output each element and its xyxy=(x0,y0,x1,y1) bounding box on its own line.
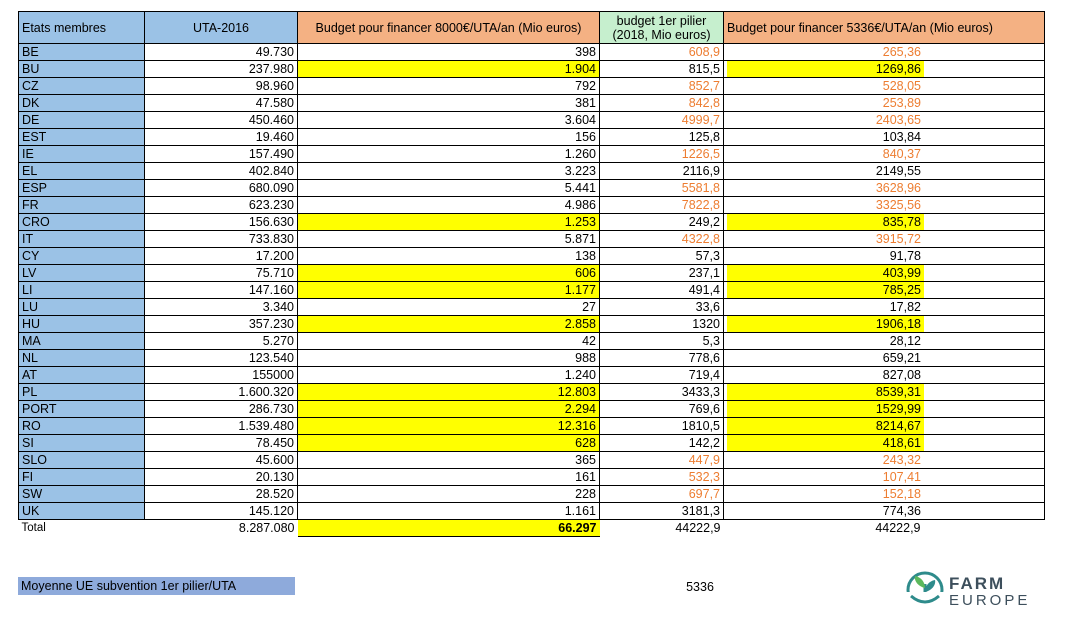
cell-budget-8000[interactable]: 628 xyxy=(298,435,600,452)
cell-budget-8000[interactable]: 3.223 xyxy=(298,163,600,180)
cell-budget-8000[interactable]: 12.316 xyxy=(298,418,600,435)
cell-country[interactable]: EST xyxy=(19,129,145,146)
cell-country[interactable]: CZ xyxy=(19,78,145,95)
cell-uta[interactable]: 156.630 xyxy=(145,214,298,231)
header-row xyxy=(19,12,1045,44)
header-country[interactable]: Etats membres xyxy=(19,12,145,44)
table-row xyxy=(19,180,1045,197)
cell-country[interactable]: BU xyxy=(19,61,145,78)
cell-pilier[interactable]: 2116,9 xyxy=(600,163,724,180)
cell-budget-5336-cell[interactable] xyxy=(724,469,1045,486)
table-row xyxy=(19,163,1045,180)
table-row xyxy=(19,384,1045,401)
cell-pilier[interactable]: 1226,5 xyxy=(600,146,724,163)
cell-pilier[interactable]: 4999,7 xyxy=(600,112,724,129)
cell-uta[interactable]: 450.460 xyxy=(145,112,298,129)
header-pilier-line2: (2018, Mio euros) xyxy=(612,27,711,42)
cell-budget-5336-cell[interactable] xyxy=(724,503,1045,520)
farm-europe-logo xyxy=(905,570,1040,612)
cell-pilier[interactable]: 1810,5 xyxy=(600,418,724,435)
cell-uta[interactable]: 19.460 xyxy=(145,129,298,146)
cell-budget-5336: 403,99 xyxy=(727,265,924,281)
cell-pilier[interactable]: 4322,8 xyxy=(600,231,724,248)
cell-budget-5336: 528,05 xyxy=(882,79,921,93)
cell-uta[interactable]: 47.580 xyxy=(145,95,298,112)
cell-country[interactable]: PORT xyxy=(19,401,145,418)
cell-budget-8000[interactable]: 5.441 xyxy=(298,180,600,197)
cell-pilier[interactable]: 237,1 xyxy=(600,265,724,282)
cell-country[interactable]: LV xyxy=(19,265,145,282)
cell-budget-5336: 91,78 xyxy=(889,249,921,263)
table-row xyxy=(19,435,1045,452)
cell-uta[interactable]: 1.600.320 xyxy=(145,384,298,401)
cell-pilier[interactable]: 447,9 xyxy=(600,452,724,469)
table-row xyxy=(19,503,1045,520)
total-budget-5336-cell[interactable] xyxy=(724,520,1045,537)
cell-budget-5336-cell[interactable] xyxy=(724,418,1045,435)
cell-budget-5336: 152,18 xyxy=(882,487,921,501)
cell-budget-5336: 774,36 xyxy=(882,504,921,518)
cell-budget-5336: 103,84 xyxy=(882,130,921,144)
cell-budget-5336-cell[interactable] xyxy=(724,265,1045,282)
cell-budget-5336: 28,12 xyxy=(889,334,921,348)
table-row xyxy=(19,61,1045,78)
cell-budget-8000[interactable]: 988 xyxy=(298,350,600,367)
cell-budget-5336-cell[interactable] xyxy=(724,95,1045,112)
cell-budget-5336-cell[interactable] xyxy=(724,44,1045,61)
cell-budget-5336-cell[interactable] xyxy=(724,214,1045,231)
cell-budget-5336: 1269,86 xyxy=(727,61,924,77)
cell-budget-5336: 8214,67 xyxy=(727,418,924,434)
cell-budget-8000[interactable]: 365 xyxy=(298,452,600,469)
cell-budget-5336: 827,08 xyxy=(882,368,921,382)
cell-budget-8000[interactable]: 12.803 xyxy=(298,384,600,401)
cell-budget-5336: 840,37 xyxy=(882,147,921,161)
cell-budget-5336: 17,82 xyxy=(889,300,921,314)
cell-pilier[interactable]: 3433,3 xyxy=(600,384,724,401)
logo-text-farm: FARM xyxy=(949,574,1006,593)
table-row xyxy=(19,452,1045,469)
cell-pilier[interactable]: 852,7 xyxy=(600,78,724,95)
cell-country[interactable]: NL xyxy=(19,350,145,367)
cell-budget-8000[interactable]: 27 xyxy=(298,299,600,316)
table-row xyxy=(19,146,1045,163)
cell-uta[interactable]: 155000 xyxy=(145,367,298,384)
header-uta[interactable]: UTA-2016 xyxy=(145,12,298,44)
table-body xyxy=(19,44,1045,520)
cell-budget-5336: 3325,56 xyxy=(875,198,921,212)
cell-budget-5336-cell[interactable] xyxy=(724,299,1045,316)
cell-uta[interactable]: 20.130 xyxy=(145,469,298,486)
total-pilier[interactable]: 44222,9 xyxy=(675,521,721,536)
cell-uta[interactable]: 98.960 xyxy=(145,78,298,95)
total-label[interactable]: Total xyxy=(19,520,145,537)
cell-pilier[interactable]: 778,6 xyxy=(600,350,724,367)
data-table xyxy=(18,11,1045,537)
total-budget-8000[interactable]: 66.297 xyxy=(298,520,600,537)
cell-budget-8000[interactable]: 1.904 xyxy=(298,61,600,78)
table-row xyxy=(19,248,1045,265)
cell-country[interactable]: PL xyxy=(19,384,145,401)
cell-country[interactable]: AT xyxy=(19,367,145,384)
cell-uta[interactable]: 237.980 xyxy=(145,61,298,78)
cell-uta[interactable]: 680.090 xyxy=(145,180,298,197)
cell-country[interactable]: FI xyxy=(19,469,145,486)
cell-pilier[interactable]: 608,9 xyxy=(600,44,724,61)
cell-budget-5336-cell[interactable] xyxy=(724,350,1045,367)
cell-pilier[interactable]: 5581,8 xyxy=(600,180,724,197)
cell-country[interactable]: UK xyxy=(19,503,145,520)
cell-budget-5336-cell[interactable] xyxy=(724,197,1045,214)
cell-country[interactable]: DK xyxy=(19,95,145,112)
cell-pilier[interactable]: 5,3 xyxy=(600,333,724,350)
header-budget-5336[interactable]: Budget pour financer 5336€/UTA/an (Mio euros) xyxy=(724,12,1045,44)
cell-country[interactable]: IT xyxy=(19,231,145,248)
cell-budget-5336-cell[interactable] xyxy=(724,61,1045,78)
cell-budget-8000[interactable]: 1.253 xyxy=(298,214,600,231)
cell-budget-5336-cell[interactable] xyxy=(724,180,1045,197)
cell-budget-5336: 1529,99 xyxy=(727,401,924,417)
cell-country[interactable]: EL xyxy=(19,163,145,180)
cell-budget-5336-cell[interactable] xyxy=(724,78,1045,95)
cell-country[interactable]: CY xyxy=(19,248,145,265)
cell-budget-8000[interactable]: 228 xyxy=(298,486,600,503)
cell-pilier[interactable]: 769,6 xyxy=(600,401,724,418)
cell-budget-5336-cell[interactable] xyxy=(724,367,1045,384)
cell-budget-8000[interactable]: 138 xyxy=(298,248,600,265)
cell-pilier[interactable]: 7822,8 xyxy=(600,197,724,214)
cell-budget-5336-cell[interactable] xyxy=(724,146,1045,163)
cell-country[interactable]: FR xyxy=(19,197,145,214)
cell-budget-5336: 785,25 xyxy=(727,282,924,298)
logo-leaf-icon xyxy=(905,570,945,610)
cell-budget-5336-cell[interactable] xyxy=(724,333,1045,350)
cell-pilier[interactable]: 125,8 xyxy=(600,129,724,146)
cell-pilier[interactable]: 57,3 xyxy=(600,248,724,265)
cell-country[interactable]: MA xyxy=(19,333,145,350)
cell-uta[interactable]: 123.540 xyxy=(145,350,298,367)
cell-country[interactable]: CRO xyxy=(19,214,145,231)
cell-country[interactable]: LI xyxy=(19,282,145,299)
cell-budget-8000[interactable]: 156 xyxy=(298,129,600,146)
cell-budget-8000[interactable]: 1.177 xyxy=(298,282,600,299)
cell-country[interactable]: BE xyxy=(19,44,145,61)
table-row xyxy=(19,367,1045,384)
cell-budget-5336: 418,61 xyxy=(727,435,924,451)
cell-uta[interactable]: 75.710 xyxy=(145,265,298,282)
cell-budget-5336: 265,36 xyxy=(882,45,921,59)
cell-budget-8000[interactable]: 2.858 xyxy=(298,316,600,333)
cell-uta[interactable]: 5.270 xyxy=(145,333,298,350)
cell-pilier[interactable]: 1320 xyxy=(600,316,724,333)
table-row xyxy=(19,197,1045,214)
header-pilier-line1: budget 1er pilier xyxy=(616,13,707,28)
cell-uta[interactable]: 3.340 xyxy=(145,299,298,316)
table-row xyxy=(19,231,1045,248)
cell-budget-8000[interactable]: 398 xyxy=(298,44,600,61)
cell-budget-5336: 107,41 xyxy=(882,470,921,484)
cell-budget-8000[interactable]: 381 xyxy=(298,95,600,112)
cell-pilier[interactable]: 142,2 xyxy=(600,435,724,452)
cell-uta[interactable]: 17.200 xyxy=(145,248,298,265)
cell-pilier[interactable]: 532,3 xyxy=(600,469,724,486)
total-uta[interactable]: 8.287.080 xyxy=(238,521,295,536)
table-row xyxy=(19,214,1045,231)
cell-budget-8000[interactable]: 2.294 xyxy=(298,401,600,418)
cell-budget-5336-cell[interactable] xyxy=(724,316,1045,333)
cell-uta[interactable]: 733.830 xyxy=(145,231,298,248)
cell-pilier[interactable]: 3181,3 xyxy=(600,503,724,520)
table-row xyxy=(19,95,1045,112)
cell-country[interactable]: SI xyxy=(19,435,145,452)
cell-budget-8000[interactable]: 1.260 xyxy=(298,146,600,163)
cell-country[interactable]: ESP xyxy=(19,180,145,197)
cell-budget-5336: 2403,65 xyxy=(875,113,921,127)
cell-pilier[interactable]: 491,4 xyxy=(600,282,724,299)
cell-budget-8000[interactable]: 606 xyxy=(298,265,600,282)
table-row xyxy=(19,112,1045,129)
cell-budget-8000[interactable]: 3.604 xyxy=(298,112,600,129)
cell-budget-5336: 243,32 xyxy=(882,453,921,467)
cell-country[interactable]: RO xyxy=(19,418,145,435)
cell-country[interactable]: SW xyxy=(19,486,145,503)
table-row xyxy=(19,282,1045,299)
cell-uta[interactable]: 157.490 xyxy=(145,146,298,163)
cell-budget-5336-cell[interactable] xyxy=(724,112,1045,129)
table-row xyxy=(19,486,1045,503)
cell-budget-5336-cell[interactable] xyxy=(724,163,1045,180)
cell-budget-8000[interactable]: 4.986 xyxy=(298,197,600,214)
cell-budget-8000[interactable]: 792 xyxy=(298,78,600,95)
cell-budget-5336: 1906,18 xyxy=(727,316,924,332)
cell-country[interactable]: IE xyxy=(19,146,145,163)
cell-pilier[interactable]: 815,5 xyxy=(600,61,724,78)
cell-uta[interactable]: 286.730 xyxy=(145,401,298,418)
average-value[interactable]: 5336 xyxy=(686,580,714,594)
cell-budget-5336: 8539,31 xyxy=(727,384,924,400)
table-row xyxy=(19,469,1045,486)
cell-budget-8000[interactable]: 1.240 xyxy=(298,367,600,384)
cell-budget-5336-cell[interactable] xyxy=(724,486,1045,503)
average-label[interactable]: Moyenne UE subvention 1er pilier/UTA xyxy=(18,577,295,595)
cell-budget-5336: 659,21 xyxy=(882,351,921,365)
header-budget-8000[interactable]: Budget pour financer 8000€/UTA/an (Mio euros) xyxy=(298,12,600,44)
cell-pilier[interactable]: 719,4 xyxy=(600,367,724,384)
cell-budget-5336-cell[interactable] xyxy=(724,248,1045,265)
cell-country[interactable]: LU xyxy=(19,299,145,316)
table-row xyxy=(19,401,1045,418)
cell-budget-8000[interactable]: 1.161 xyxy=(298,503,600,520)
cell-budget-5336-cell[interactable] xyxy=(724,401,1045,418)
cell-budget-5336: 835,78 xyxy=(727,214,924,230)
cell-budget-5336-cell[interactable] xyxy=(724,231,1045,248)
table-row xyxy=(19,418,1045,435)
cell-pilier[interactable]: 842,8 xyxy=(600,95,724,112)
cell-uta[interactable]: 49.730 xyxy=(145,44,298,61)
cell-country[interactable]: HU xyxy=(19,316,145,333)
cell-pilier[interactable]: 249,2 xyxy=(600,214,724,231)
cell-uta[interactable]: 402.840 xyxy=(145,163,298,180)
cell-pilier[interactable]: 697,7 xyxy=(600,486,724,503)
table-row xyxy=(19,299,1045,316)
table-row xyxy=(19,78,1045,95)
cell-budget-5336-cell[interactable] xyxy=(724,129,1045,146)
table-row xyxy=(19,316,1045,333)
cell-budget-8000[interactable]: 161 xyxy=(298,469,600,486)
table-row xyxy=(19,129,1045,146)
table-row xyxy=(19,265,1045,282)
cell-budget-5336: 253,89 xyxy=(882,96,921,110)
cell-budget-5336: 3628,96 xyxy=(875,181,921,195)
cell-budget-5336-cell[interactable] xyxy=(724,452,1045,469)
cell-budget-5336: 3915,72 xyxy=(875,232,921,246)
table-row xyxy=(19,333,1045,350)
cell-uta[interactable]: 1.539.480 xyxy=(145,418,298,435)
cell-uta[interactable]: 357.230 xyxy=(145,316,298,333)
cell-uta[interactable]: 45.600 xyxy=(145,452,298,469)
total-row xyxy=(19,520,1045,537)
cell-budget-5336: 2149,55 xyxy=(875,164,921,178)
table-row xyxy=(19,44,1045,61)
cell-uta[interactable]: 145.120 xyxy=(145,503,298,520)
cell-pilier[interactable]: 33,6 xyxy=(600,299,724,316)
total-budget-5336: 44222,9 xyxy=(875,521,921,536)
cell-uta[interactable]: 78.450 xyxy=(145,435,298,452)
cell-uta[interactable]: 623.230 xyxy=(145,197,298,214)
header-pilier[interactable] xyxy=(600,12,724,44)
cell-budget-5336-cell[interactable] xyxy=(724,435,1045,452)
cell-country[interactable]: SLO xyxy=(19,452,145,469)
cell-budget-8000[interactable]: 42 xyxy=(298,333,600,350)
table-row xyxy=(19,350,1045,367)
cell-budget-5336-cell[interactable] xyxy=(724,384,1045,401)
cell-country[interactable]: DE xyxy=(19,112,145,129)
cell-uta[interactable]: 28.520 xyxy=(145,486,298,503)
cell-budget-8000[interactable]: 5.871 xyxy=(298,231,600,248)
logo-text-europe: EUROPE xyxy=(949,592,1031,609)
cell-budget-5336-cell[interactable] xyxy=(724,282,1045,299)
cell-uta[interactable]: 147.160 xyxy=(145,282,298,299)
